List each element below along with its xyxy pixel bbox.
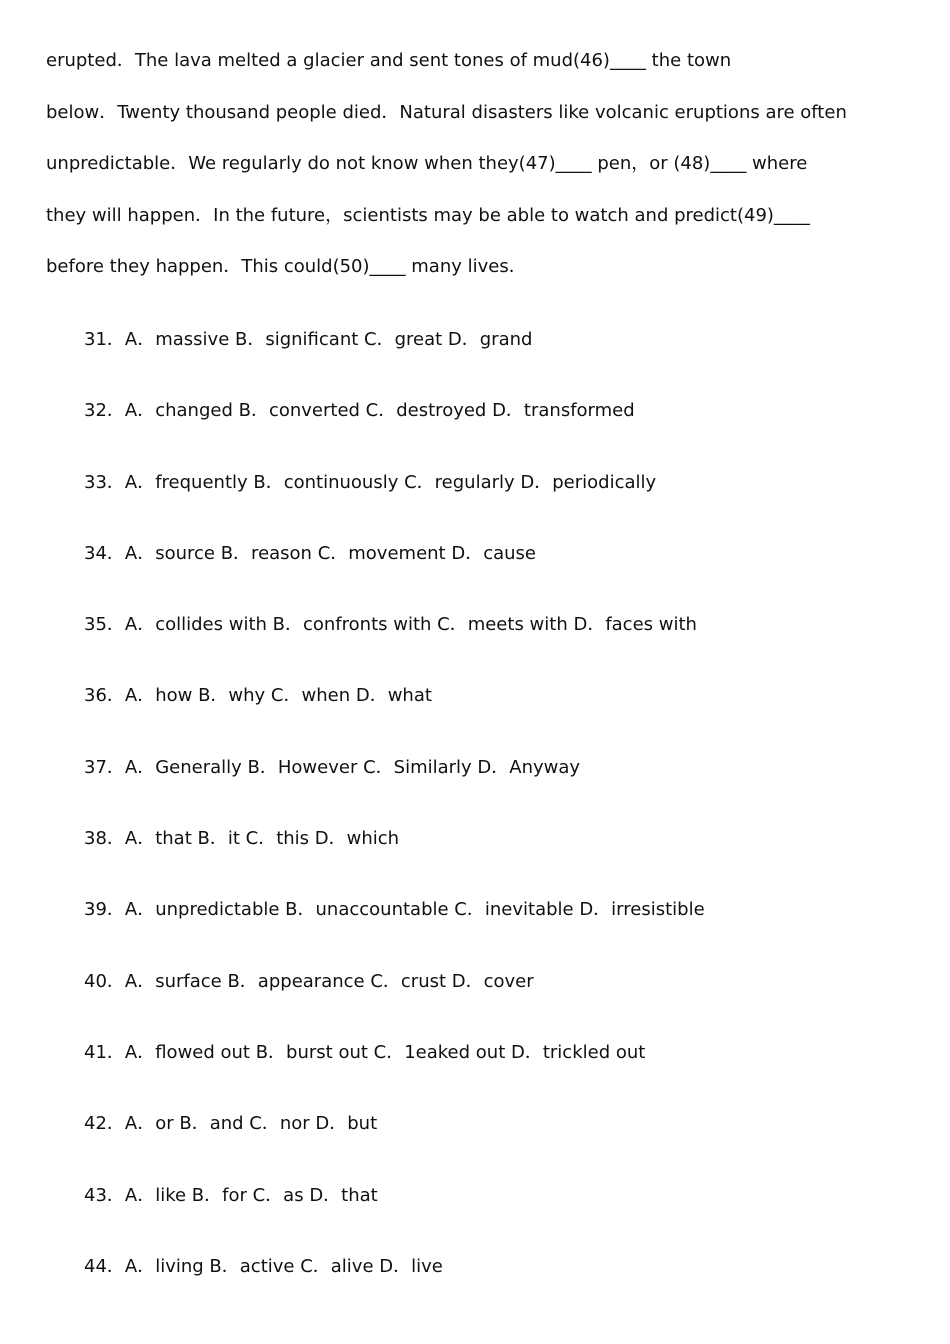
question-33: 33．A．frequently B．continuously C．regularly D．periodically	[84, 471, 657, 493]
question-35: 35．A．collides with B．confronts with C．meets with D．faces with	[84, 614, 697, 636]
question-34: 34．A．source B．reason C．movement D．cause	[84, 542, 536, 564]
passage-line: below．Twenty thousand people died．Natural disasters like volcanic eruptions are often	[46, 101, 847, 123]
passage-line: unpredictable．We regularly do not know when they(47)____ pen，or (48)____ where	[46, 153, 808, 175]
question-36: 36．A．how B．why C．when D．what	[84, 685, 432, 707]
question-32: 32．A．changed B．converted C．destroyed D．transformed	[84, 400, 635, 422]
question-options-list	[84, 325, 924, 1323]
passage-line: erupted．The lava melted a glacier and sent tones of mud(46)____ the town	[46, 50, 732, 71]
question-43: 43．A．like B．for C．as D．that	[84, 1184, 378, 1206]
question-44: 44．A．living B．active C．alive D．live	[84, 1255, 443, 1277]
question-42: 42．A．or B．and C．nor D．but	[84, 1113, 378, 1135]
passage-text	[46, 46, 926, 304]
question-40: 40．A．surface B．appearance C．crust D．cover	[84, 970, 534, 992]
question-39: 39．A．unpredictable B．unaccountable C．inevitable D．irresistible	[84, 899, 705, 921]
question-31: 31．A．massive B．significant C．great D．grand	[84, 329, 533, 350]
passage-line: before they happen．This could(50)____ many lives．	[46, 256, 527, 278]
question-37: 37．A．Generally B．However C．Similarly D．Anyway	[84, 756, 581, 778]
question-41: 41．A．flowed out B．burst out C．1eaked out D．trickled out	[84, 1041, 646, 1063]
question-38: 38．A．that B．it C．this D．which	[84, 828, 400, 850]
passage-line: they will happen．In the future，scientists may be able to watch and predict(49)____	[46, 204, 810, 226]
